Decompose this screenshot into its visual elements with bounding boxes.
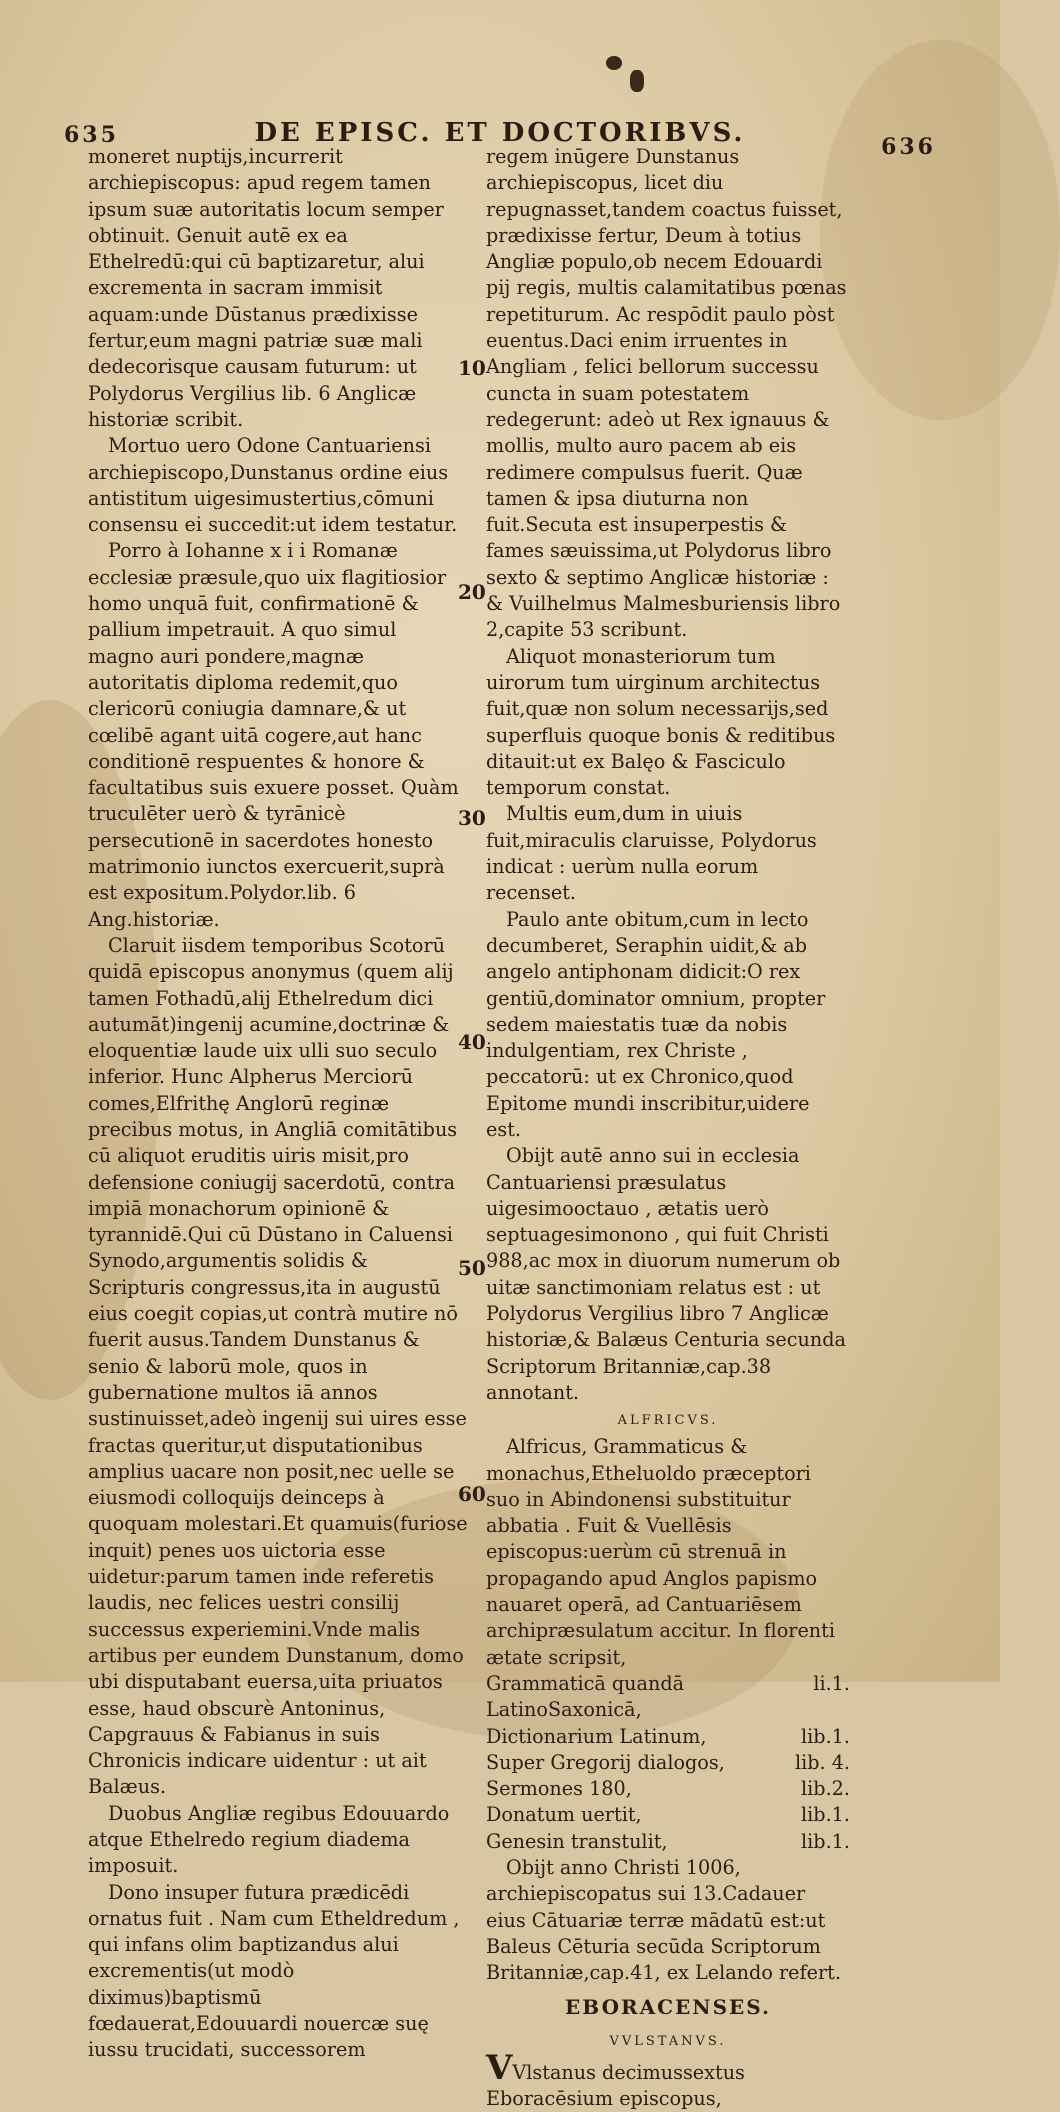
line-number: 50: [458, 1256, 486, 1280]
paragraph: Mortuo uero Odone Cantuariensi archiepiscopo,Dunstanus ordine eius antistitum uigesimustertius,cōmuni consensu ei succedit:ut idem testatur.: [88, 434, 458, 537]
paragraph: Obijt anno Christi 1006, archiepiscopatus sui 13.Cadauer eius Cātuariæ terræ mādatū est:ut Baleus Cēturia secūda Scriptorum Britanniæ,cap.41, ex Lelando refert.: [486, 1856, 841, 1985]
line-number: 60: [458, 1482, 486, 1506]
left-column: [88, 144, 468, 2064]
work-title: Donatum uertit,: [486, 1803, 642, 1827]
line-number: 30: [458, 806, 486, 830]
work-title: Grammaticā quandā LatinoSaxonicā,: [486, 1671, 685, 1722]
paragraph: regem inūgere Dunstanus archiepiscopus, licet diu repugnasset,tandem coactus fuisset, prædixisse fertur, Deum à totius Angliæ populo,ob necem Edouardi pij regis, multis calamitatibus pœnas repetiturum. Ac respōdit paulo pòst euentus.Daci enim irruentes in Angliam , felici bellorum successu cuncta in suam potestatem redegerunt: adeò ut Rex ignauus & mollis, multo auro pacem ab eis redimere compulsus fuerit. Quæ tamen & ipsa diuturna non fuit.Secuta est insuperpestis & fames sæuissima,ut Polydorus libro sexto & septimo Anglicæ historiæ : & Vuilhelmus Malmesburiensis libro 2,capite 53 scribunt.: [486, 145, 847, 642]
paragraph: [486, 2047, 850, 2112]
paragraph: Aliquot monasteriorum tum uirorum tum uirginum architectus fuit,quæ non solum necessarijs,sed superfluis quoque bonis & reditibus ditauit:ut ex Balęo & Fasciculo temporum constat.: [486, 644, 836, 800]
work-title: Genesin transtulit,: [486, 1829, 668, 1853]
line-number: 20: [458, 580, 486, 604]
paragraph-text: Vlstanus decimussextus Eboracēsium episcopus,: [486, 2060, 745, 2111]
line-number: 10: [458, 356, 486, 380]
paragraph: Claruit iisdem temporibus Scotorū quidā episcopus anonymus (quem alij tamen Fothadū,alij Ethelredum dici autumāt)ingenij acumine,doctrinæ & eloquentiæ laude uix ulli suo seculo inferior. Hunc Alpherus Merciorū comes,Elfrithę Anglorū reginæ precibus motus, in Angliā comitātibus cū aliquot eruditis uiris misit,pro defensione coniugij sacerdotū, contra impiā monachorum opinionē & tyrannidē.Qui cū Dūstano in Caluensi Synodo,argumentis solidis & Scripturis congressus,ita in augustū eius coegit copias,ut contrà mutire nō fuerit ausus.Tandem Dunstanus & senio & laborū mole, quos in gubernatione multos iā annos sustinuisset,adeò ingenij sui uires esse fractas queritur,ut disputationibus amplius uacare non posit,nec uelle se eiusmodi colloquijs deinceps à quoquam molestari.Et quamuis(furiose inquit) penes uos uictoria esse uidetur:parum tamen inde referetis laudis, nec felices uestri consilij successus experiemini.Vnde malis artibus per eundem Dunstanum, domo ubi disputabant euersa,uita priuatos esse, haud obscurè Antoninus, Capgrauus & Fabianus in suis Chronicis indicare uidentur : ut ait Balæus.: [88, 933, 468, 1799]
ink-blot: [630, 70, 644, 92]
list-item: [486, 1750, 850, 1776]
paragraph: Multis eum,dum in uiuis fuit,miraculis claruisse, Polydorus indicat : uerùm nulla eorum recenset.: [486, 802, 817, 905]
line-number: 40: [458, 1030, 486, 1054]
paragraph: Duobus Angliæ regibus Edouuardo atque Ethelredo regium diadema imposuit.: [88, 1801, 450, 1878]
vulstanus-heading: VVLSTANVS.: [609, 2033, 727, 2049]
right-column: [486, 144, 850, 2112]
work-count: li.1.: [813, 1671, 850, 1695]
paragraph: Dono insuper futura prædicēdi ornatus fuit . Nam cum Etheldredum , qui infans olim baptizandus alui excrementis(ut modò diximus)baptismū fœdauerat,Edouuardi nouercæ suę iussu trucidati, successorem: [88, 1880, 460, 2062]
work-title: Sermones 180,: [486, 1777, 632, 1801]
paragraph: Paulo ante obitum,cum in lecto decumberet, Seraphin uidit,& ab angelo antiphonam didicit:O rex gentiū,dominator omnium, propter sedem maiestatis tuæ da nobis indulgentiam, rex Christe , peccatorū: ut ex Chronico,quod Epitome mundi inscribitur,uidere est.: [486, 907, 826, 1141]
list-item: [486, 1671, 850, 1724]
works-list: [486, 1671, 850, 1855]
work-count: lib. 4.: [794, 1750, 850, 1774]
section-heading: EBORACENSES.: [565, 1995, 771, 2020]
work-title: Dictionarium Latinum,: [486, 1724, 707, 1748]
list-item: [486, 1776, 850, 1802]
running-title: DE EPISC. ET DOCTORIBVS.: [254, 118, 746, 148]
work-count: lib.1.: [801, 1829, 850, 1853]
ink-blot: [606, 56, 622, 70]
paragraph: Porro à Iohanne x i i Romanæ ecclesiæ præsule,quo uix flagitiosior homo unquā fuit, confirmationē & pallium impetrauit. A quo simul magno auri pondere,magnæ autoritatis diploma redemit,quo clericorū coniugia damnare,& ut cœlibē agant uitā cogere,aut hanc conditionē respuentes & honore & facultatibus suis exuere posset. Quàm truculēter uerò & tyrānicè persecutionē in sacerdotes honesto matrimonio iunctos exercuerit,suprà est expositum.Polydor.lib. 6 Ang.historiæ.: [88, 539, 459, 931]
work-count: lib.1.: [801, 1724, 850, 1748]
paragraph: Alfricus, Grammaticus & monachus,Etheluoldo præceptori suo in Abindonensi substituitur abbatia . Fuit & Vuellēsis episcopus:uerùm cū strenuā in propagando apud Anglos papismo nauaret operā, ad Cantuariēsem archipræsulatum accitur. In florenti ætate scripsit,: [486, 1435, 835, 1669]
list-item: [486, 1829, 850, 1855]
page-number-right: 636: [881, 134, 936, 160]
work-count: lib.1.: [801, 1803, 850, 1827]
page-number-left: 635: [64, 122, 119, 148]
paragraph: moneret nuptijs,incurrerit archiepiscopus: apud regem tamen ipsum suæ autoritatis locum semper obtinuit. Genuit autē ex ea Ethelredū:qui cū baptizaretur, alui excrementa in sacram immisit aquam:unde Dūstanus prædixisse fertur,eum magni patriæ suæ mali dedecorisque causam futurum: ut Polydorus Vergilius lib. 6 Anglicæ historiæ scribit.: [88, 145, 444, 431]
list-item: [486, 1802, 850, 1828]
drop-cap: V: [486, 2047, 513, 2088]
alfricus-heading: ALFRICVS.: [617, 1413, 719, 1429]
work-title: Super Gregorij dialogos,: [486, 1750, 725, 1774]
work-count: lib.2.: [801, 1777, 850, 1801]
list-item: [486, 1724, 850, 1750]
paper-stain: [820, 40, 1060, 420]
paragraph: Obijt autē anno sui in ecclesia Cantuariensi præsulatus uigesimooctauo , ætatis uerò septuagesimonono , qui fuit Christi 988,ac mox in diuorum numerum ob uitæ sanctimoniam relatus est : ut Polydorus Vergilius libro 7 Anglicæ historiæ,& Balæus Centuria secunda Scriptorum Britanniæ,cap.38 annotant.: [486, 1144, 846, 1404]
